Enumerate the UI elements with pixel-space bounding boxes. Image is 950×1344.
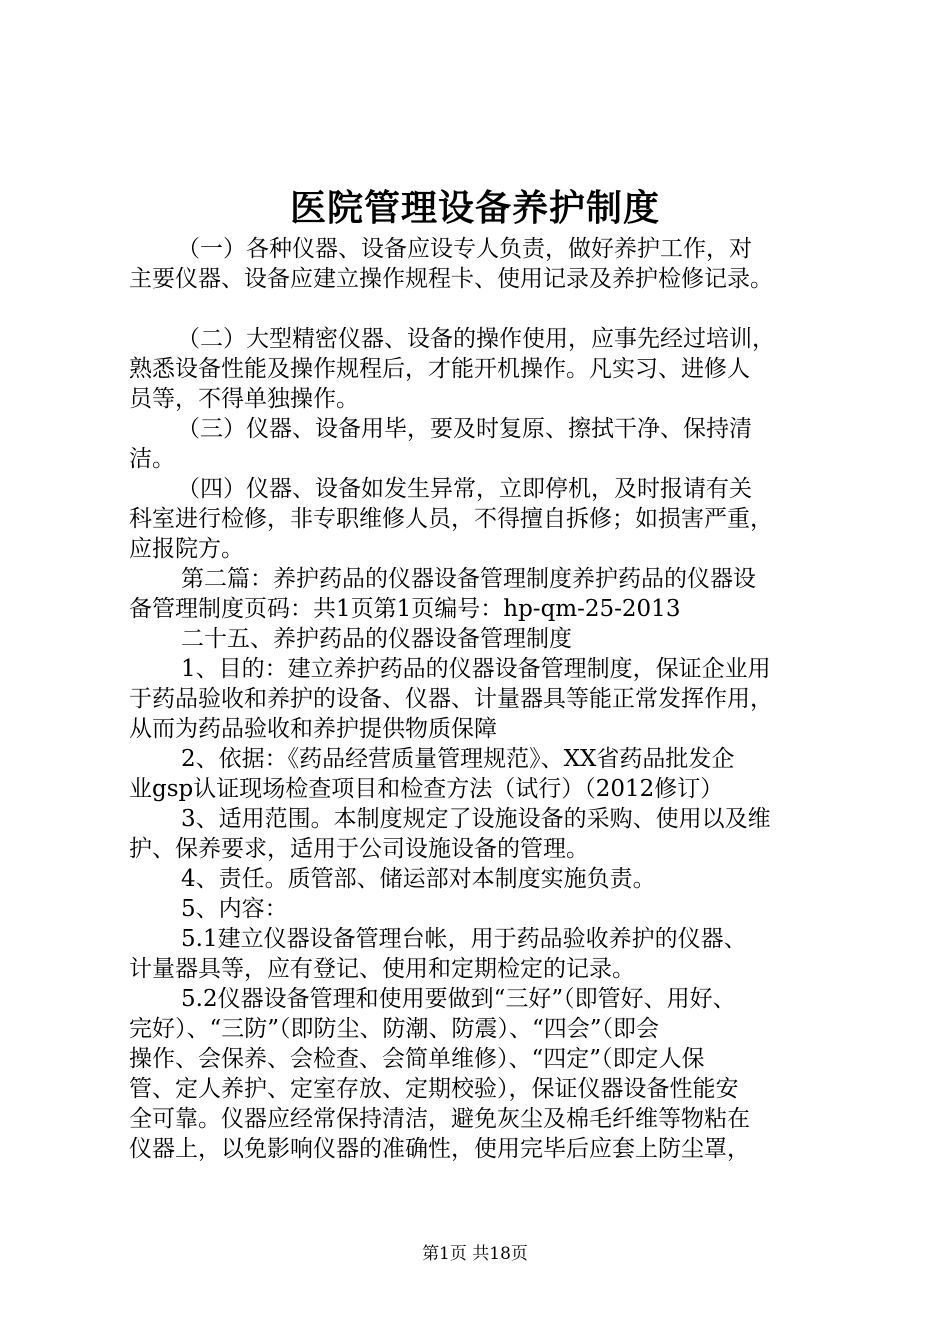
text-line: 1、目的：建立养护药品的仪器设备管理制度，保证企业用 (181, 656, 771, 682)
text-line: 计量器具等，应有登记、使用和定期检定的记录。 (129, 956, 635, 982)
text-line: 全可靠。仪器应经常保持清洁，避免灰尘及棉毛纤维等物粘在 (129, 1106, 750, 1132)
text-line: 5.2仪器设备管理和使用要做到“三好”（即管好、用好、 (181, 986, 736, 1012)
document-body (129, 234, 853, 1164)
text-line: （一）各种仪器、设备应设专人负责，做好养护工作，对 (177, 236, 752, 262)
text-line: 5、内容： (181, 896, 288, 922)
blank-line (129, 294, 853, 324)
text-line: （三）仪器、设备用毕，要及时复原、擦拭干净、保持清 (177, 416, 752, 442)
text-line: 2、依据：《药品经营质量管理规范》、XX省药品批发企 (181, 746, 735, 772)
text-line: 主要仪器、设备应建立操作规程卡、使用记录及养护检修记录。 (129, 266, 773, 292)
text-line: 备管理制度页码：共1页第1页编号：hp-qm-25-2013 (129, 596, 681, 622)
text-line: 完好）、“三防”（即防尘、防潮、防震）、“四会”（即会 (129, 1016, 660, 1042)
text-line: （二）大型精密仪器、设备的操作使用，应事先经过培训， (177, 326, 775, 352)
text-line: 操作、会保养、会检查、会简单维修）、“四定”（即定人保 (129, 1046, 705, 1072)
text-line: 护、保养要求，适用于公司设施设备的管理。 (129, 836, 589, 862)
page-footer: 第1页 共18页 (422, 1244, 528, 1264)
text-line: 科室进行检修，非专职维修人员，不得擅自拆修；如损害严重， (129, 506, 773, 532)
text-line: 第二篇：养护药品的仪器设备管理制度养护药品的仪器设 (181, 566, 756, 592)
text-line: 洁。 (129, 446, 175, 472)
text-line: 3、适用范围。本制度规定了设施设备的采购、使用以及维 (181, 806, 771, 832)
text-line: 管、定人养护、定室存放、定期校验），保证仪器设备性能安 (129, 1076, 739, 1102)
text-line: 于药品验收和养护的设备、仪器、计量器具等能正常发挥作用， (129, 686, 773, 712)
text-line: （四）仪器、设备如发生异常，立即停机，及时报请有关 (177, 476, 752, 502)
text-line: 业gsp认证现场检查项目和检查方法（试行）（2012修订） (129, 776, 724, 802)
text-line: 4、责任。质管部、储运部对本制度实施负责。 (181, 866, 656, 892)
text-line: 熟悉设备性能及操作规程后，才能开机操作。凡实习、进修人 (129, 356, 750, 382)
text-line: 二十五、养护药品的仪器设备管理制度 (181, 626, 572, 652)
text-line: 应报院方。 (129, 536, 244, 562)
text-line: 仪器上，以免影响仪器的准确性，使用完毕后应套上防尘罩， (129, 1136, 750, 1162)
text-line: 5.1建立仪器设备管理台帐，用于药品验收养护的仪器、 (181, 926, 747, 952)
text-line: 员等，不得单独操作。 (129, 386, 359, 412)
text-line: 从而为药品验收和养护提供物质保障 (129, 716, 497, 742)
page-title: 医院管理设备养护制度 (289, 187, 660, 229)
